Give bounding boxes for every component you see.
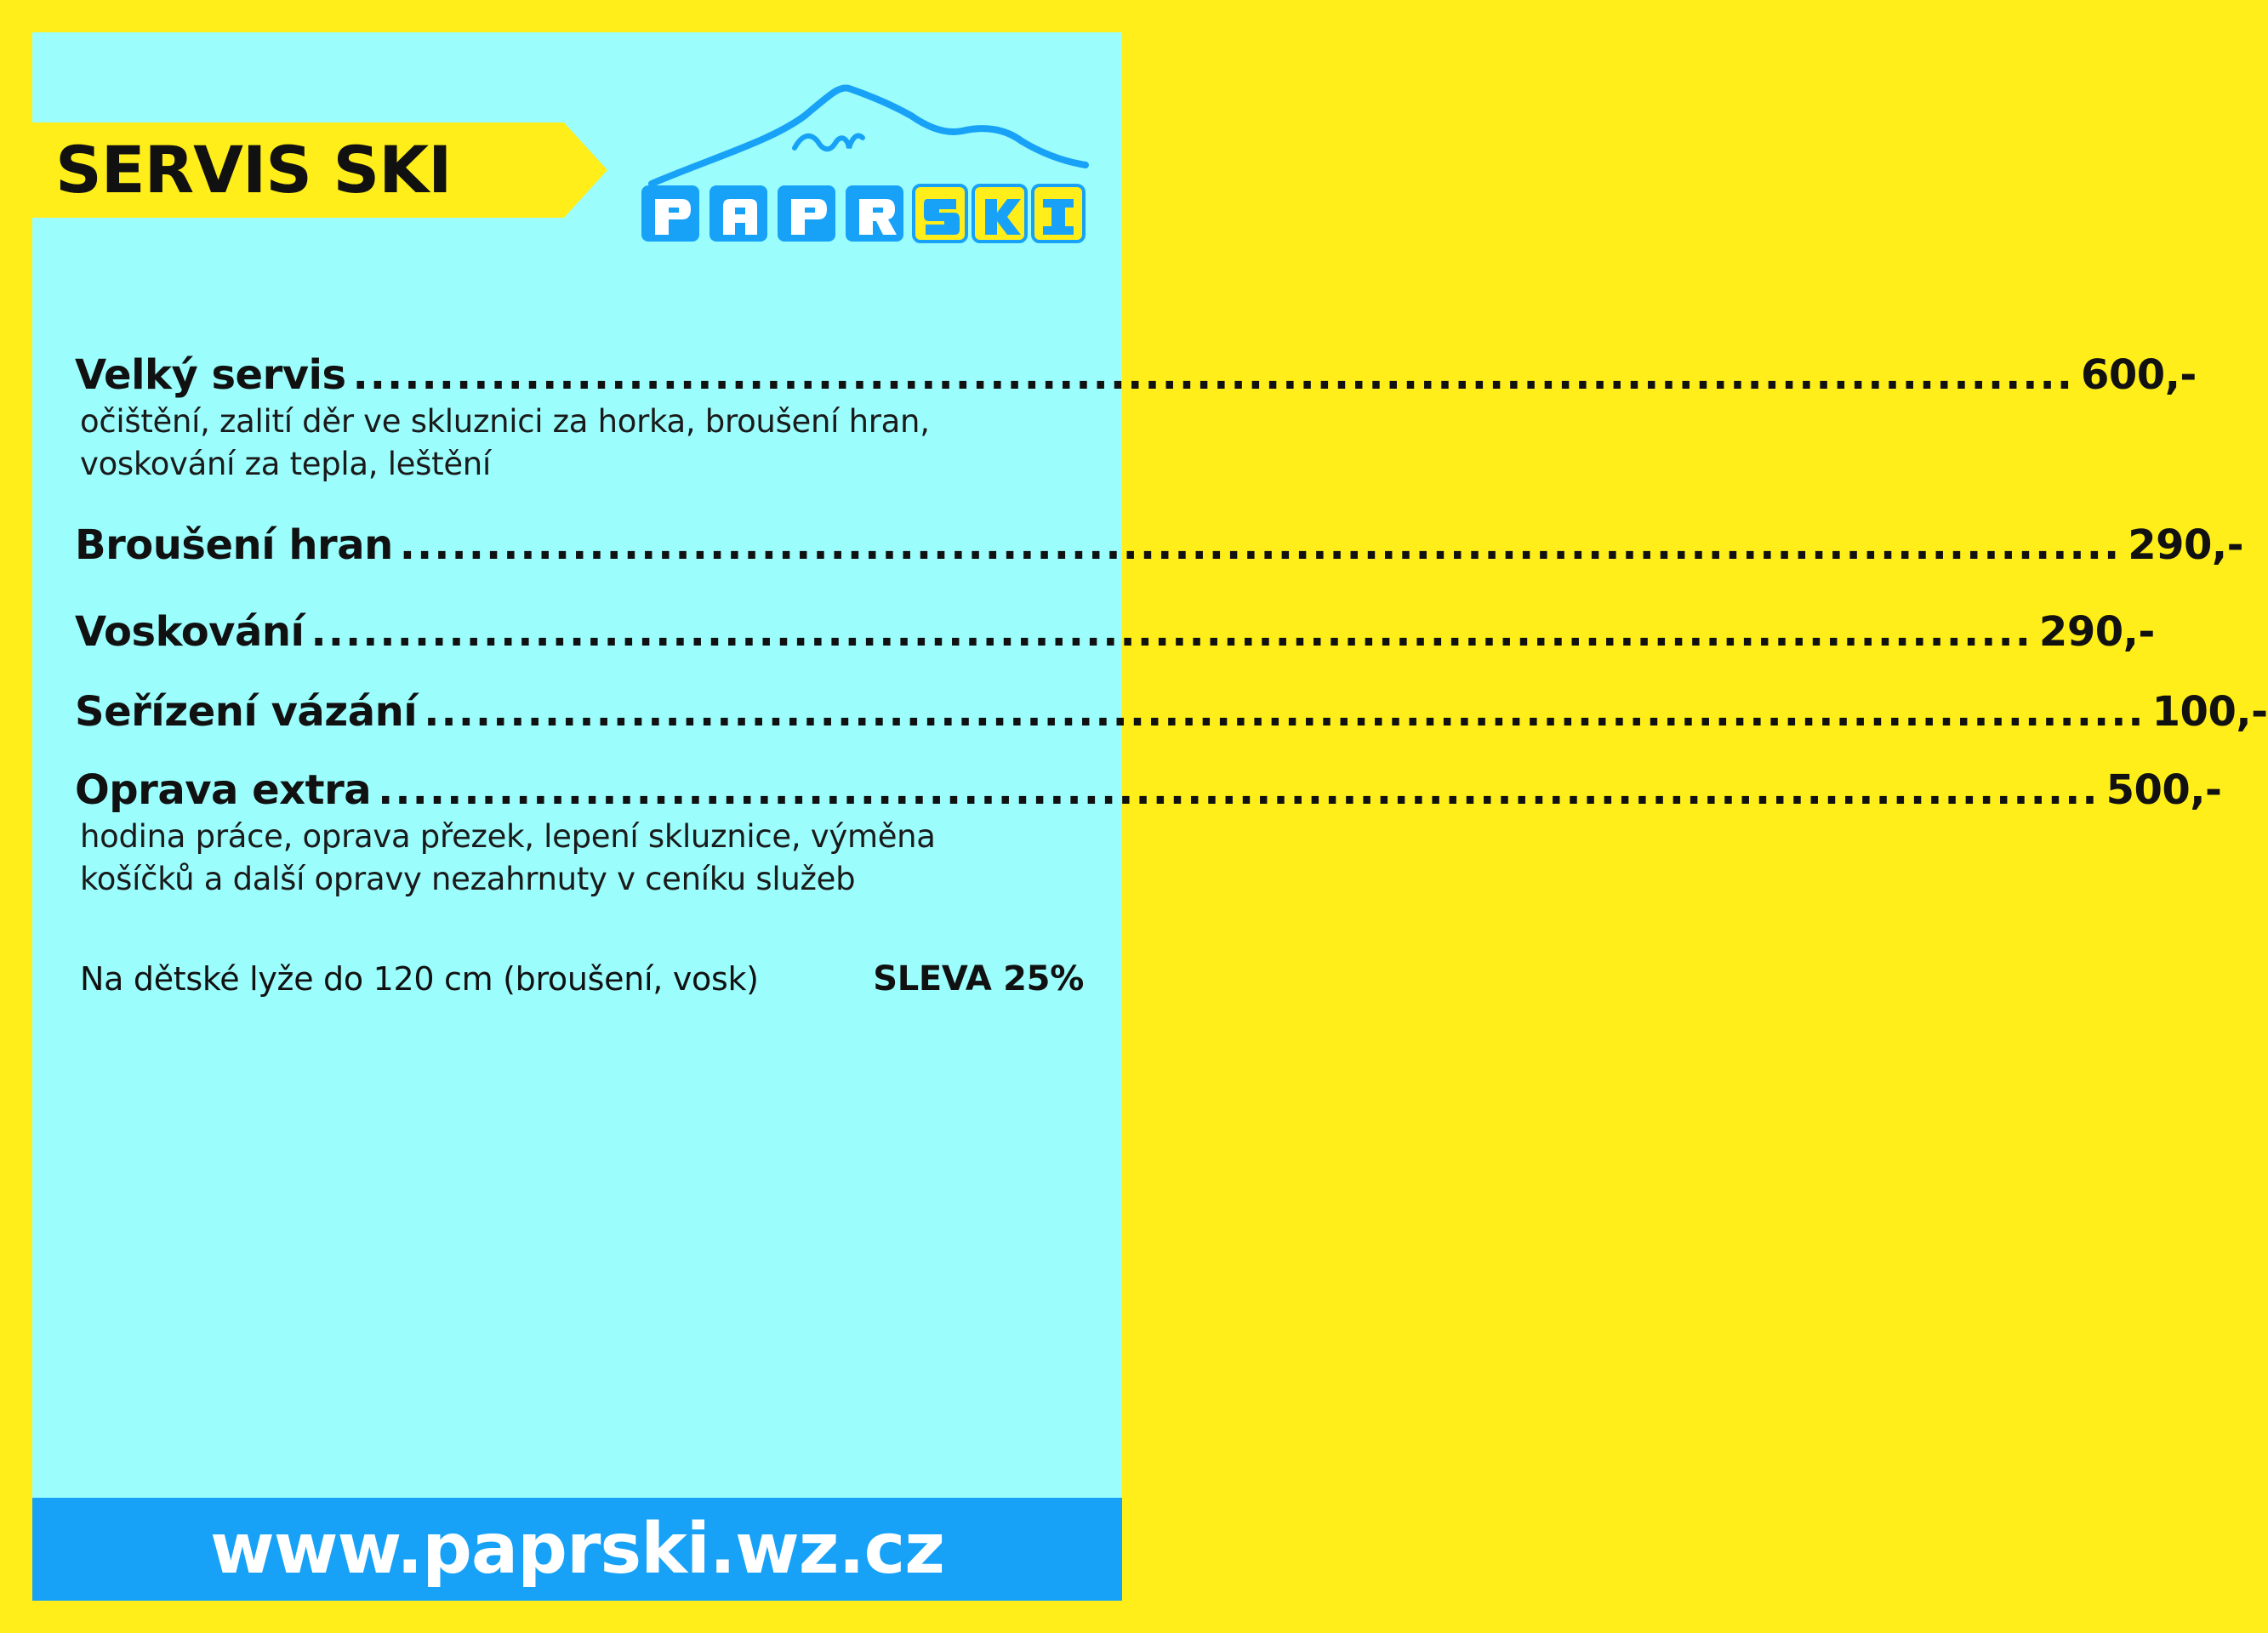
child-ski-discount xyxy=(80,959,1084,999)
price-item-row xyxy=(75,608,2155,656)
item-price: 100,- xyxy=(2151,688,2268,736)
price-item-row xyxy=(75,351,2197,399)
price-item-velky-servis xyxy=(75,351,2197,486)
price-item-row xyxy=(75,688,2268,736)
item-name: Velký servis xyxy=(75,351,346,399)
logo-mountain-graphic xyxy=(635,56,1094,260)
page-title: SERVIS SKI xyxy=(55,132,452,208)
item-description-line: očištění, zalití děr ve skluznici za horka, broušení hran, xyxy=(80,403,930,440)
item-name: Oprava extra xyxy=(75,766,372,814)
item-price: 290,- xyxy=(2128,521,2244,569)
item-description xyxy=(75,816,1058,901)
title-banner xyxy=(32,122,611,218)
footer-bar xyxy=(32,1498,1122,1601)
price-item-serizeni-vazani xyxy=(75,688,2268,736)
logo-lettering xyxy=(641,185,1084,242)
paprski-logo xyxy=(635,56,1094,260)
price-item-voskovani xyxy=(75,608,2155,656)
price-item-row xyxy=(75,521,2244,569)
price-item-row xyxy=(75,766,2222,814)
item-price: 600,- xyxy=(2081,351,2197,399)
item-description xyxy=(75,401,1058,486)
dot-leader: .................................................................................................... xyxy=(311,608,2032,656)
price-list-panel xyxy=(32,32,2268,1601)
item-description-line: hodina práce, oprava přezek, lepení skluznice, výměna xyxy=(80,818,936,855)
dot-leader: .................................................................................................... xyxy=(378,766,2100,814)
item-price: 290,- xyxy=(2038,608,2155,656)
item-name: Seřízení vázání xyxy=(75,688,418,736)
item-name: Broušení hran xyxy=(75,521,393,569)
item-price: 500,- xyxy=(2106,766,2222,814)
price-item-brouseni-hran xyxy=(75,521,2244,569)
dot-leader: .................................................................................................... xyxy=(352,351,2074,399)
item-description-line: voskování za tepla, leštění xyxy=(80,446,491,482)
discount-label: Na dětské lyže do 120 cm (broušení, vosk) xyxy=(80,960,759,998)
dot-leader: .................................................................................................... xyxy=(399,521,2122,569)
item-description-line: košíčků a další opravy nezahrnuty v ceníku služeb xyxy=(80,861,856,897)
dot-leader: .................................................................................................... xyxy=(424,688,2145,736)
discount-value: SLEVA 25% xyxy=(873,959,1084,999)
price-item-oprava-extra xyxy=(75,766,2222,901)
website-link[interactable]: www.paprski.wz.cz xyxy=(210,1509,944,1590)
item-name: Voskování xyxy=(75,608,305,656)
